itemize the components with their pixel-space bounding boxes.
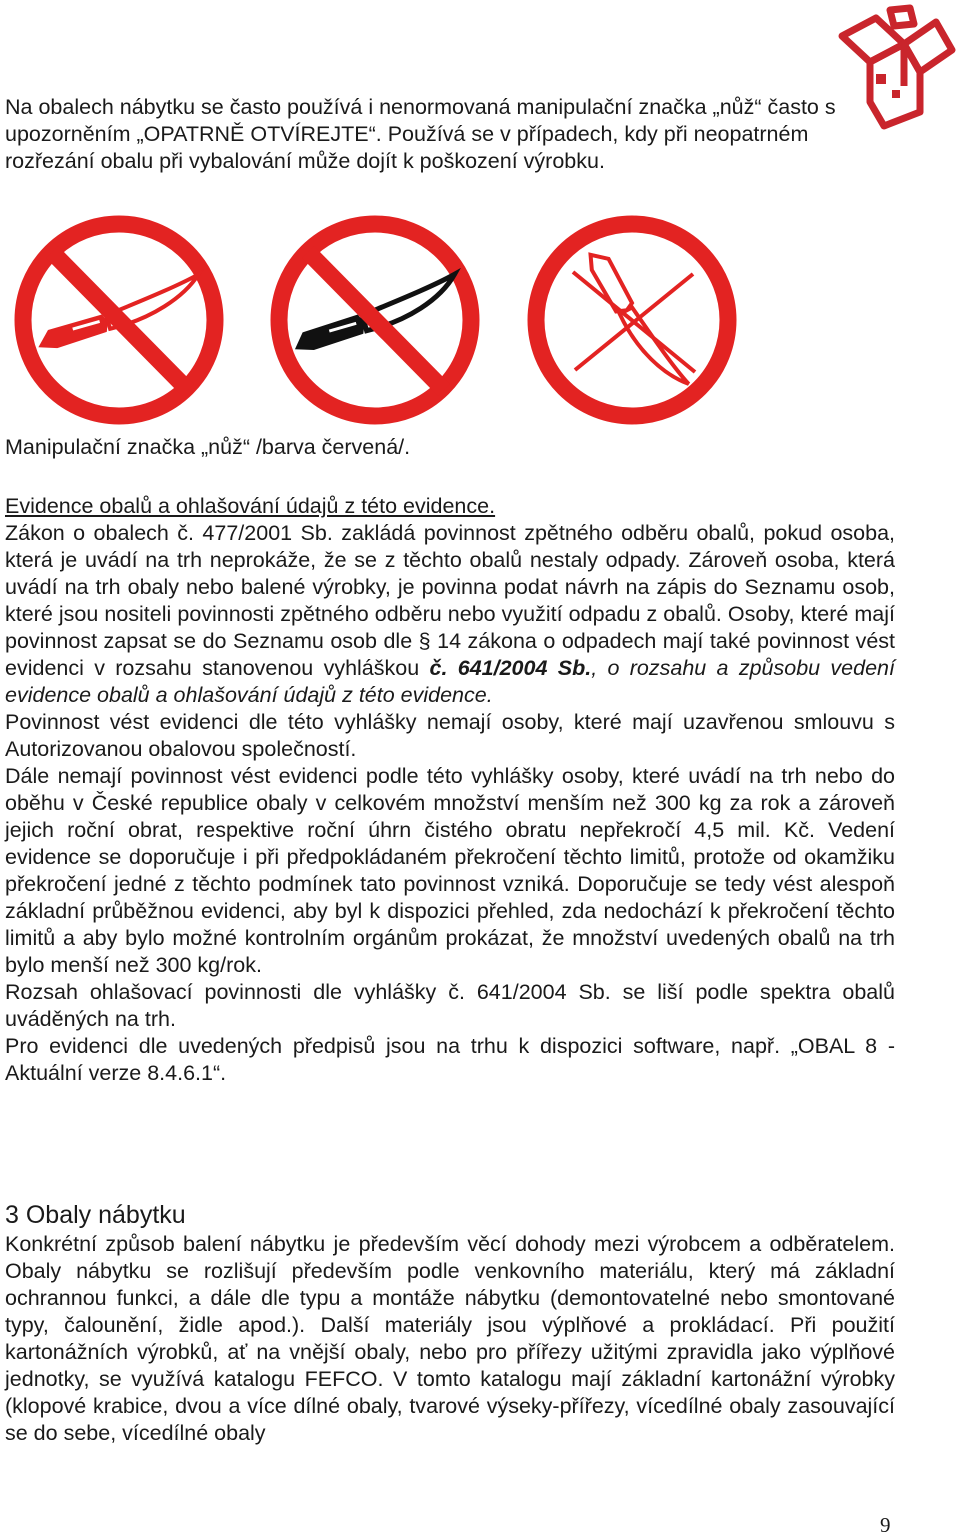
page-number: 9 <box>880 1513 891 1537</box>
evidence-paragraph-5: Pro evidenci dle uvedených předpisů jsou na trhu k dispozici software, např. „OBAL 8 - Aktuální verze 8.4.6.1“. <box>5 1034 895 1085</box>
evidence-heading: Evidence obalů a ohlašování údajů z této evidence. <box>5 494 496 518</box>
evidence-body <box>5 520 895 1087</box>
decree-title: , o rozsahu a způsobu vedení evidence obalů a ohlašování údajů z této evidence. <box>5 656 895 707</box>
signs-caption: Manipulační značka „nůž“ /barva červená/. <box>5 435 411 459</box>
decree-number: č. 641/2004 Sb. <box>429 656 592 680</box>
no-knife-sign-icon <box>12 212 226 428</box>
section-title: 3 Obaly nábytku <box>5 1201 186 1229</box>
evidence-paragraph-3: Dále nemají povinnost vést evidenci podle této vyhlášky osoby, které uvádí na trh nebo do oběhu v České republice obaly v celkovém množství menším než 300 kg za rok a zároveň jejich roční obrat, respektive roční úhrn čistého obratu nepřekročí 4,5 mil. Kč. Vedení evidence se doporučuje i při předpokládaném překročení těchto limitů, protože od okamžiku překročení jedné z těchto podmínek tato povinnost vzniká. Doporučuje se tedy vést alespoň základní průběžnou evidenci, aby byl k dispozici přehled, zda nedochází k překročení těchto limitů a aby bylo možné kontrolním orgánům prokázat, že množství uvedených obalů na trh bylo menší než 300 kg/rok. <box>5 764 895 977</box>
intro-paragraph: Na obalech nábytku se často používá i nenormovaná manipulační značka „nůž“ často s upozorněním „OPATRNĚ OTVÍREJTE“. Používá se v případech, kdy při neopatrném rozřezání obalu při vybalování může dojít k poškození výrobku. <box>5 95 836 173</box>
no-knife-sign-icon <box>268 212 482 428</box>
evidence-paragraph-4: Rozsah ohlašovací povinnosti dle vyhlášky č. 641/2004 Sb. se liší podle spektra obalů uváděných na trh. <box>5 980 895 1031</box>
evidence-paragraph-1 <box>5 520 895 709</box>
evidence-paragraph-2: Povinnost vést evidenci dle této vyhlášky nemají osoby, které mají uzavřenou smlouvu s Autorizovanou obalovou společností. <box>5 710 895 761</box>
no-knife-crossed-icon <box>525 212 739 428</box>
box-logo-icon <box>832 4 956 130</box>
evidence-law-text: Zákon o obalech č. 477/2001 Sb. zakládá povinnost zpětného odběru obalů, pokud osoba, která je uvádí na trh neprokáže, že se z těchto obalů nestaly odpady. Zároveň osoba, která uvádí na trh obaly nebo balené výrobky, je povinna podat návrh na zápis do Seznamu osob, které jsou nositeli povinnosti zpětného odběru nebo využití odpadu z obalů. Osoby, které mají povinnost zapsat se do Seznamu osob dle § 14 zákona o odpadech mají také povinnost vést evidenci v rozsahu stanovenou vyhláškou <box>5 521 895 680</box>
section-body: Konkrétní způsob balení nábytku je především věcí dohody mezi výrobcem a odběratelem. Obaly nábytku se rozlišují především podle venkovního materiálu, který má základní ochrannou funkci, a dále dle typu a montáže nábytku (demontovatelné nebo smontované typy, čalounění, židle apod.). Další materiály jsou výplňové a prokládací. Při použití kartonážních výrobků, ať na vnější obaly, nebo pro přířezy užitými zpravidla jako výplňové jednotky, se využívá katalogu FEFCO. V tomto katalogu mají základní kartonážní výrobky (klopové krabice, dvou a více dílné obaly, tvarové výseky-přířezy, vícedílné obaly zasouvající se do sebe, vícedílné obaly <box>5 1232 895 1445</box>
knife-signs <box>12 212 742 428</box>
